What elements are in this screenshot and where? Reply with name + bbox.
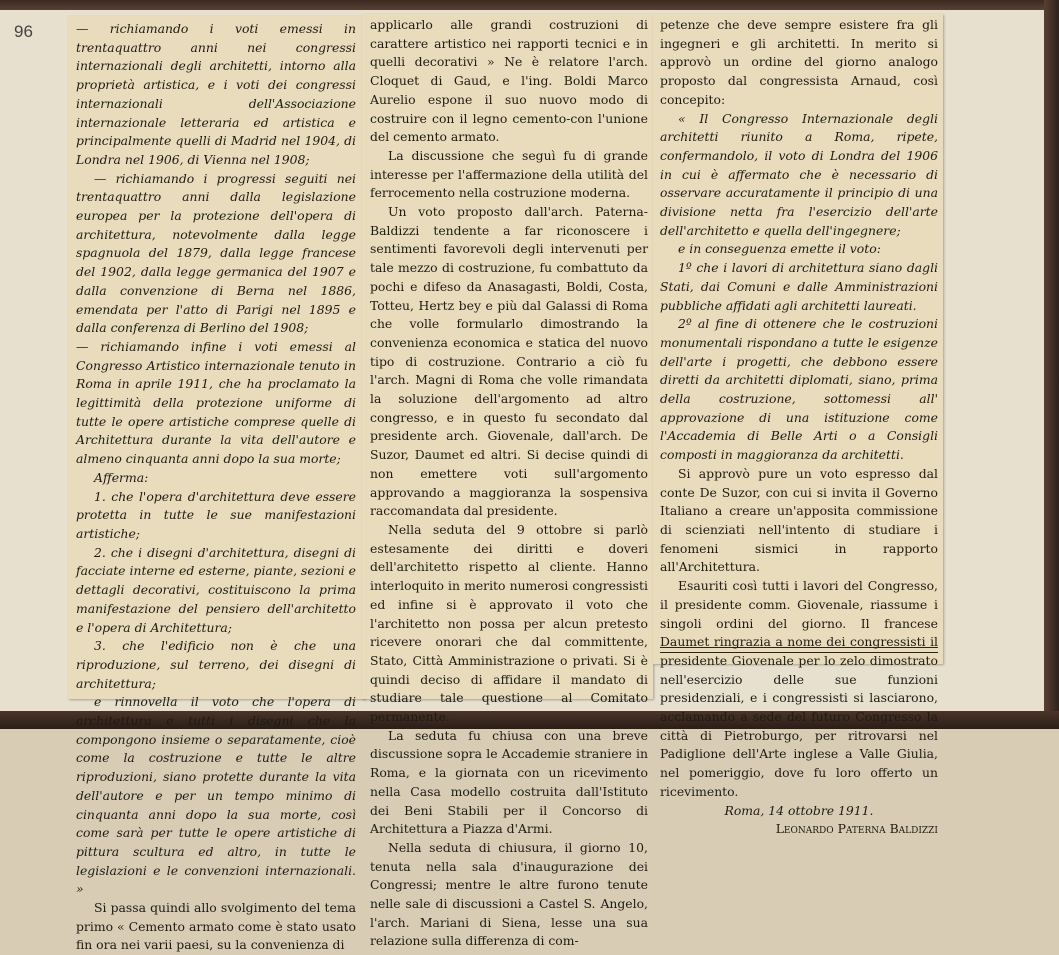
paragraph: — richiamando i progressi seguiti nei trentaquattro anni dalla legislazione europea per la protezione dell'opera di architettura, notevolmente dalla legge spagnuola del 1879, dalla legge francese del 1902, dalla legge germanica del 1907 e dalla convenzione di Berna nel 1886, emendata per l'atto di Parigi nel 1895 e dalla conferenza di Berlino del 1908; [76, 170, 356, 336]
paragraph: Afferma: [94, 469, 149, 485]
closing-rule-bottom [660, 652, 938, 653]
paragraph: 2º al fine di ottenere che le costruzioni monumentali rispondano a tutte le esigenze dell'arte i progetti, che debbono essere diretti da architetti diplomati, siano, prima della costruzione, sottomessi all' approvazione di una istituzione come l'Accademia di Belle Arti o a Consigli composti in maggioranza da architetti. [660, 316, 938, 463]
text-column-left [76, 20, 356, 953]
page-number: 96 [14, 22, 33, 41]
album-frame-right [1044, 0, 1059, 729]
text-column-middle [370, 16, 648, 949]
paragraph: applicarlo alle grandi costruzioni di carattere artistico nei rapporti tecnici e in quelli decorativi » Ne è relatore l'arch. Cloquet di Gaud, e l'ing. Boldi Marco Aurelio espone il suo nuovo modo di costruire con il legno cemento-con l'unione del cemento armato. [370, 17, 648, 145]
paragraph: La discussione che seguì fu di grande interesse per l'affermazione della utilità del ferrocemento nella costruzione moderna. [370, 147, 648, 201]
paragraph: Si approvò pure un voto espresso dal conte De Suzor, con cui si invita il Governo Italiano a creare un'apposita commissione di scienziati nell'intento di studiare i fenomeni sismici in rapporto all'Architettura. [660, 465, 938, 575]
paragraph: e rinnovella il voto che l'opera di architettura e tutti i disegni che la compongono insieme o separatamente, cioè come la costruzione e tutte le altre riproduzioni, siano protette durante la vita dell'autore e per un tempo minimo di cinquanta anni dopo la sua morte, così come sarà per tutte le opere artistiche di pittura scultura ed altro, in tutte le legislazioni e le convenzioni internazionali. » [76, 694, 356, 897]
album-frame-top [0, 0, 1059, 10]
closing-rule-top [660, 647, 938, 648]
paragraph: Nella seduta di chiusura, il giorno 10, tenuta nella sala d'inaugurazione dei Congressi; mentre le altre furono tenute nelle sale di discussioni a Castel S. Angelo, l'arch. Mariani di Siena, lesse una sua relazione sulla differenza di com- [370, 839, 648, 949]
paragraph: Si passa quindi allo svolgimento del tema primo « Cemento armato come è stato usato fin ora nei varii paesi, su la convenienza di [76, 900, 356, 953]
paragraph: 3. che l'edificio non è che una riproduzione, sul terreno, dei disegni di architettura; [76, 638, 356, 691]
paragraph: — richiamando infine i voti emessi al Congresso Artistico internazionale tenuto in Roma in aprile 1911, che ha proclamato la legittimità della protezione uniforme di tutte le opere artistiche comprese quelle di Architettura durante la vita dell'autore e almeno cinquanta anni dopo la sua morte; [76, 338, 356, 467]
paragraph: La seduta fu chiusa con una breve discussione sopra le Accademie straniere in Roma, e la giornata con un ricevimento nella Casa modello costruita dall'Istituto dei Beni Stabili per il Concorso di Architettura a Piazza d'Armi. [370, 727, 648, 837]
paragraph: Nella seduta del 9 ottobre si parlò estesamente dei diritti e doveri dell'architetto rispetto al cliente. Hanno interloquito in merito numerosi congressisti ed infine si è approvato il voto che l'architetto non possa per alcun pretesto ricevere onorari che dal committente, Stato, Città Amministrazione o privati. Si è quindi deciso di affidare il mandato di studiare tale questione al Comitato permanente. [370, 521, 648, 725]
paragraph: Esauriti così tutti i lavori del Congresso, il presidente comm. Giovenale, riassume i singoli ordini del giorno. Il francese Daumet ringrazia a nome dei congressisti il presidente Giovenale per lo zelo dimostrato nell'esercizio delle sue funzioni presidenziali, e i congressisti si lasciarono, acclamando a sede del futuro Congresso la città di Pietroburgo, per ritrovarsi nel Padiglione dell'Arte inglese a Valle Giulia, nel pomeriggio, dove fu loro offerto un ricevimento. [660, 578, 938, 799]
paragraph: 2. che i disegni d'architettura, disegni di facciate interne ed esterne, piante, sezioni e dettagli decorativi, costituiscono la prima manifestazione del pensiero dell'architetto e l'opera di Architettura; [76, 544, 356, 635]
paragraph: « Il Congresso Internazionale degli architetti riunito a Roma, ripete, confermandolo, il voto di Londra del 1906 in cui è affermato che è necessario di osservare accuratamente il principio di una divisione netta fra l'esercizio dell'arte dell'architetto e quella dell'ingegnere; [660, 110, 938, 238]
text-column-right [660, 16, 938, 837]
paragraph: 1. che l'opera d'architettura deve essere protetta in tutte le sue manifestazioni artistiche; [76, 488, 356, 541]
paragraph: Roma, 14 ottobre 1911. [724, 802, 874, 818]
paragraph: 1º che i lavori di architettura siano dagli Stati, dai Comuni e dalle Amministrazioni pubbliche affidati agli architetti laureati. [660, 260, 938, 313]
paragraph: — richiamando i voti emessi in trentaquattro anni nei congressi internazionali degli architetti, intorno alla proprietà artistica, e i voti dei congressi internazionali dell'Associazione internazionale letteraria ed artistica e principalmente quelli di Madrid nel 1904, di Londra nel 1906, di Vienna nel 1908; [76, 21, 356, 167]
paragraph: Un voto proposto dall'arch. Paterna-Baldizzi tendente a far riconoscere i sentimenti favorevoli degli intervenuti per tale mezzo di costruzione, fu combattuto da pochi e difeso da Anasagasti, Boldi, Costa, Totteu, Hertz bey e più dal Galassi di Roma che volle formularlo dimostrando la convenienza economica e statica del nuovo tipo di costruzione. Contrario a ciò fu l'arch. Magni di Roma che volle rimandata la soluzione dell'argomento ad altro congresso, e in questo fu secondato dal presidente arch. Giovenale, dall'arch. De Suzor, Daumet ed altri. Si decise quindi di non emettere voti sull'argomento approvando a maggioranza la sospensiva raccomandata dal presidente. [370, 204, 648, 519]
paragraph: e in conseguenza emette il voto: [678, 241, 881, 257]
paragraph: petenze che deve sempre esistere fra gli ingegneri e gli architetti. In merito si approvò un ordine del giorno analogo proposto dal congressista Arnaud, così concepito: [660, 17, 938, 107]
paragraph: Leonardo Paterna Baldizzi [775, 821, 938, 837]
